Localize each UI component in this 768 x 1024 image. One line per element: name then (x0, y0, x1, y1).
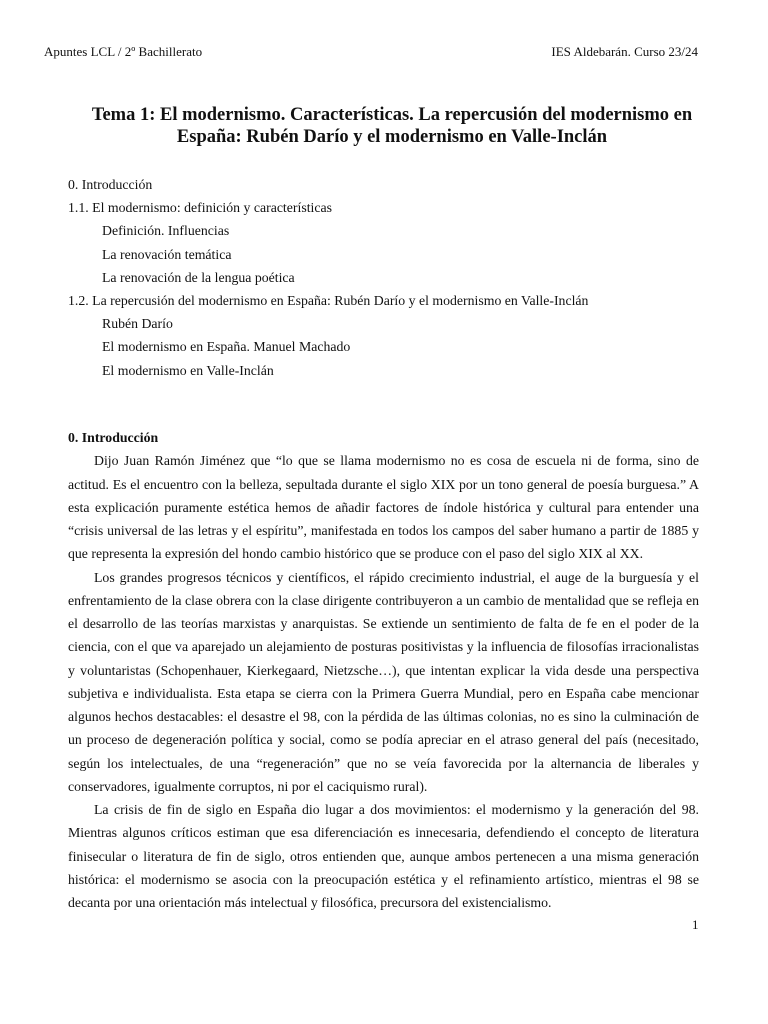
toc-item-1-2: 1.2. La repercusión del modernismo en España: Rubén Darío y el modernismo en Valle-Inclán (68, 292, 589, 308)
paragraph: La crisis de fin de siglo en España dio lugar a dos movimientos: el modernismo y la generación del 98. Mientras algunos críticos estiman que esa diferenciación es innecesaria, defendiendo el concepto de literatura finisecular o literatura de fin de siglo, otros entienden que, aunque ambos pertenecen a una misma generación histórica: el modernismo se asocia con la preocupación estética y el refinamiento artístico, mientras el 98 se decanta por una orientación más intelectual y filosófica, precursora del existencialismo. (68, 802, 699, 910)
toc-subitem-renovacion-tematica: La renovación temática (102, 246, 232, 262)
toc-subitem-valle-inclan: El modernismo en Valle-Inclán (102, 362, 274, 378)
paragraph: Los grandes progresos técnicos y científicos, el rápido crecimiento industrial, el auge de la burguesía y el enfrentamiento de la clase obrera con la clase dirigente contribuyeron a un cambio de mentalidad que se refleja en el desarrollo de las teorías marxistas y anarquistas. Se extiende un sentimiento de falta de fe en el poder de la ciencia, con el que va aparejado un alejamiento de posturas positivistas y la influencia de filosofías irracionalistas y voluntaristas (Schopenhauer, Kierkegaard, Nietzsche…), que intentan explicar la vida desde una perspectiva subjetiva e individualista. Esta etapa se cierra con la Primera Guerra Mundial, pero en España cabe mencionar algunos hechos destacables: el desastre el 98, con la pérdida de las últimas colonias, no es sino la culminación de un proceso de degeneración política y social, como se podía apreciar en el atraso general del país (necesitado, según los intelectuales, de una “regeneración” que no se veía favorecida por la alternancia de liberales y conservadores, igualmente corruptos, ni por el caciquismo rural). (68, 569, 699, 794)
section-introduccion (68, 426, 699, 914)
toc-subitem-ruben-dario: Rubén Darío (102, 316, 173, 332)
toc-subitem-definicion: Definición. Influencias (102, 223, 230, 239)
toc-item-1-1: 1.1. El modernismo: definición y características (68, 200, 332, 216)
toc-item-introduccion: 0. Introducción (68, 177, 153, 192)
toc-subitem-renovacion-lengua: La renovación de la lengua poética (102, 269, 295, 285)
table-of-contents (68, 173, 708, 382)
section-heading: 0. Introducción (68, 430, 159, 445)
paragraph: Dijo Juan Ramón Jiménez que “lo que se llama modernismo no es cosa de escuela ni de forma, sino de actitud. Es el encuentro con la belleza, sepultada durante el siglo XIX por un tono general de poesía burguesa.” A esta explicación puramente estética hemos de añadir factores de índole histórica y cultural para entender una “crisis universal de las letras y el espíritu”, manifestada en todos los campos del saber humano a partir de 1885 y que representa la expresión del hondo cambio histórico que se produce con el paso del siglo XIX al XX. (68, 453, 699, 562)
page-number: 1 (692, 917, 699, 932)
header-left: Apuntes LCL / 2º Bachillerato (44, 44, 203, 59)
header-right: IES Aldebarán. Curso 23/24 (551, 44, 698, 59)
toc-subitem-manuel-machado: El modernismo en España. Manuel Machado (102, 339, 351, 355)
document-title: Tema 1: El modernismo. Características. La repercusión del modernismo en España: Rubén Darío y el modernismo en Valle-Inclán (91, 105, 693, 147)
